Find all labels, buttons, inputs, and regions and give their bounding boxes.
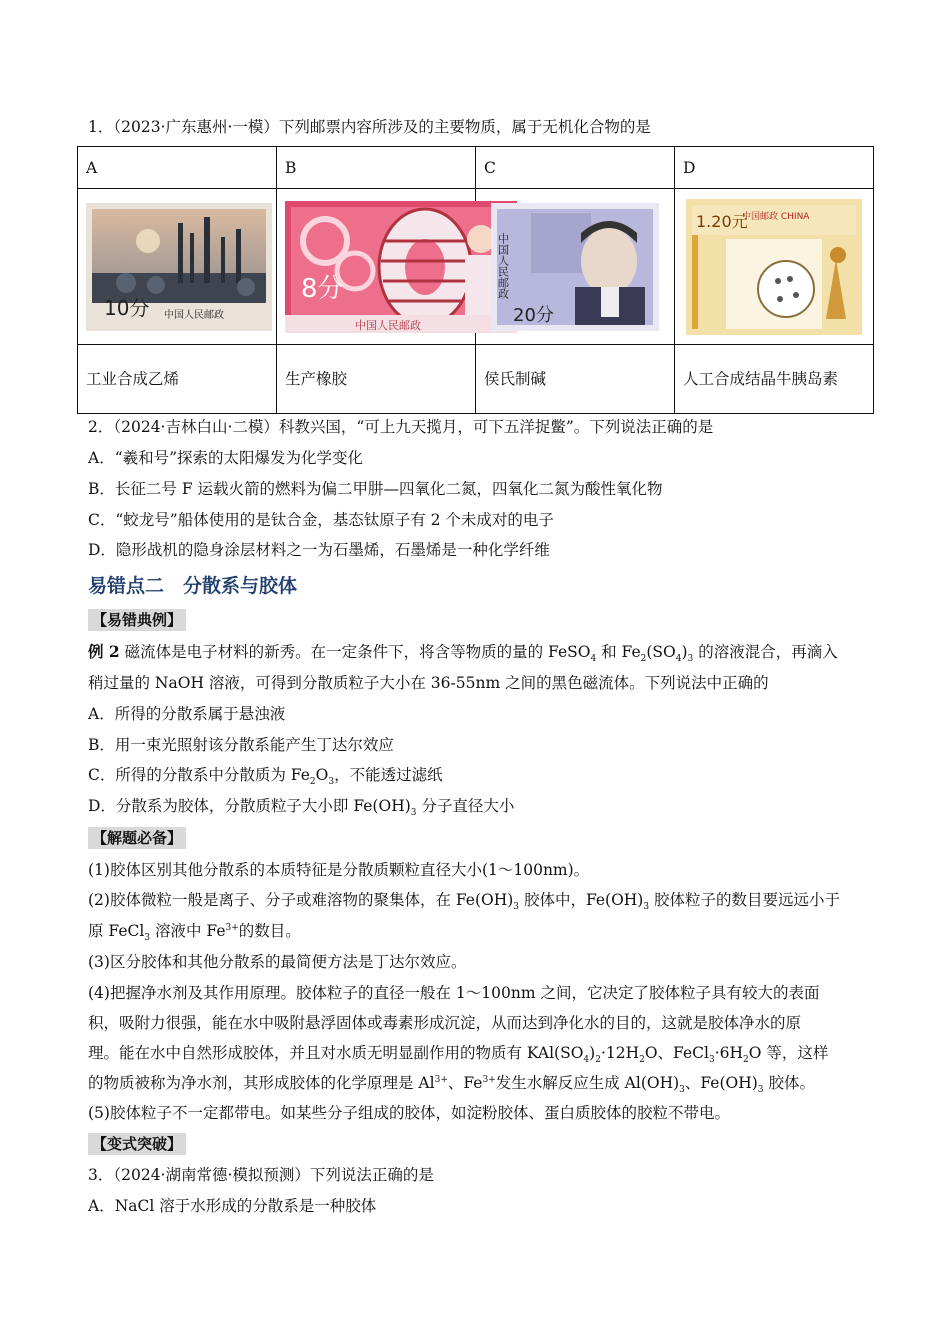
stamp-d-image <box>686 199 862 335</box>
stamp-d-value: 1.20元 <box>696 211 748 231</box>
stamp-c-cell <box>476 189 675 345</box>
point-2-line-1: (2)胶体微粒一般是离子、分子或难溶物的聚集体，在 $Fe(OH)_3$ 胶体中，$Fe(OH)_3$ 胶体粒子的数目要远远小于 <box>88 891 841 913</box>
point-3: (3)区分胶体和其他分散系的最简便方法是丁达尔效应。 <box>88 953 467 971</box>
example-2-line-2: 稍过量的 NaOH 溶液，可得到分散质粒子大小在 36-55nm 之间的黑色磁流体。下列说法中正确的 <box>88 674 769 692</box>
example-label: 例 2 <box>88 642 120 661</box>
stamp-a-cell <box>78 189 277 345</box>
stamp-d-country: 中国邮政 CHINA <box>742 211 810 222</box>
question-1-text: 1．（2023·广东惠州·一模）下列邮票内容所涉及的主要物质，属于无机化合物的是 <box>88 118 651 136</box>
option-c-header: C <box>476 147 675 189</box>
stamp-d-cell <box>675 189 874 345</box>
tag-essentials: 【解题必备】 <box>88 827 186 849</box>
option-d-header: D <box>675 147 874 189</box>
point-4-line-2: 积，吸附力很强，能在水中吸附悬浮固体或毒素形成沉淀，从而达到净化水的目的，这就是胶体净水的原 <box>88 1014 802 1032</box>
example-2-option-a: A．所得的分散系属于悬浊液 <box>88 705 286 723</box>
stamp-c-image <box>491 203 659 331</box>
question-2-text: 2．（2024·吉林白山·二模）科教兴国，“可上九天揽月，可下五洋捉鳖”。下列说法正确的是 <box>88 418 714 436</box>
option-a-caption: 工业合成乙烯 <box>78 345 277 414</box>
question-2-option-b: B．长征二号 F 运载火箭的燃料为偏二甲肼—四氧化二氮，四氧化二氮为酸性氧化物 <box>88 480 663 498</box>
example-2-option-d: D．分散系为胶体，分散质粒子大小即 $Fe(OH)_3$ 分子直径大小 <box>88 797 515 819</box>
option-a-header: A <box>78 147 277 189</box>
question-3-option-a: A．NaCl 溶于水形成的分散系是一种胶体 <box>88 1197 377 1215</box>
question-3-text: 3．（2024·湖南常德·模拟预测）下列说法正确的是 <box>88 1166 434 1184</box>
example-2-line-1: 例 2 磁流体是电子材料的新秀。在一定条件下，将含等物质的量的 FeSO$_4$ 和 $Fe_2(SO_4)_3$ 的溶液混合，再滴入 <box>88 642 838 665</box>
option-b-caption: 生产橡胶 <box>277 345 476 414</box>
option-c-caption: 侯氏制碱 <box>476 345 675 414</box>
stamp-c-country: 中国人民邮政 <box>496 232 510 299</box>
tag-typical-example: 【易错典例】 <box>88 609 186 631</box>
stamp-b-image <box>285 201 517 333</box>
option-b-header: B <box>277 147 476 189</box>
point-4-line-3: 理。能在水中自然形成胶体，并且对水质无明显副作用的物质有 $KAl(SO_4)_2\cdot 12H_2O$、$FeCl_3\cdot 6H_2O$ 等，这样 <box>88 1044 829 1066</box>
stamp-b-cell <box>277 189 476 345</box>
stamp-a-image <box>86 203 272 331</box>
question-2-option-d: D．隐形战机的隐身涂层材料之一为石墨烯，石墨烯是一种化学纤维 <box>88 541 550 559</box>
stamp-table <box>77 146 874 414</box>
point-4-line-1: (4)把握净水剂及其作用原理。胶体粒子的直径一般在 1～100nm 之间，它决定了胶体粒子具有较大的表面 <box>88 984 820 1002</box>
stamp-a-country: 中国人民邮政 <box>164 309 224 321</box>
point-4-line-4: 的物质被称为净水剂，其形成胶体的化学原理是 $Al^{3+}$、$Fe^{3+}$发生水解反应生成 $Al(OH)_3$、$Fe(OH)_3$ 胶体。 <box>88 1074 815 1096</box>
option-d-caption: 人工合成结晶牛胰岛素 <box>675 345 874 414</box>
stamp-b-value: 8分 <box>301 273 344 304</box>
tag-variant: 【变式突破】 <box>88 1133 186 1155</box>
example-2-option-b: B．用一束光照射该分散系能产生丁达尔效应 <box>88 736 394 754</box>
section-title: 易错点二 分散系与胶体 <box>88 575 298 597</box>
stamp-c-value: 20分 <box>513 304 554 326</box>
stamp-b-country: 中国人民邮政 <box>355 318 421 332</box>
example-2-option-c: C．所得的分散系中分散质为 $Fe_2O_3$，不能透过滤纸 <box>88 766 443 788</box>
point-2-line-2: 原 FeCl$_3$ 溶液中 $Fe^{3+}$的数目。 <box>88 922 301 944</box>
point-5: (5)胶体粒子不一定都带电。如某些分子组成的胶体，如淀粉胶体、蛋白质胶体的胶粒不带电。 <box>88 1104 730 1122</box>
question-2-option-a: A．“羲和号”探索的太阳爆发为化学变化 <box>88 449 364 467</box>
stamp-a-value: 10分 <box>104 295 150 320</box>
point-1: (1)胶体区别其他分散系的本质特征是分散质颗粒直径大小(1～100nm)。 <box>88 861 590 879</box>
question-2-option-c: C．“蛟龙号”船体使用的是钛合金，基态钛原子有 2 个未成对的电子 <box>88 511 554 529</box>
